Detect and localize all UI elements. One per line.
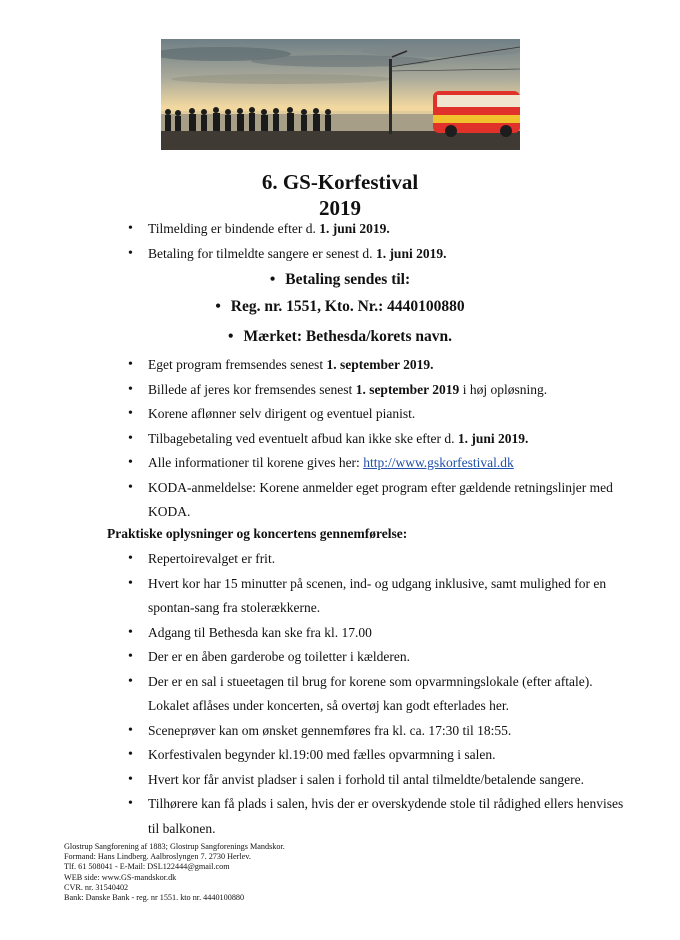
footer-line: Bank: Danske Bank - reg. nr 1551. kto nr. 4440100880 (64, 893, 245, 903)
list-item: • Der er en sal i stueetagen til brug for korene som opvarmningslokale (efter aftale). Lokalet aflåses under koncerten, så overtøj kan godt efterlades her. (128, 670, 628, 719)
list-item: • Der er en åben garderobe og toiletter i kælderen. (128, 645, 628, 670)
list-item: • Adgang til Bethesda kan ske fra kl. 17.00 (128, 621, 628, 646)
list-item: • Tilbagebetaling ved eventuelt afbud kan ikke ske efter d. 1. juni 2019. (128, 427, 628, 452)
footer-line: WEB side: www.GS-mandskor.dk (64, 872, 177, 882)
registration-list (128, 217, 658, 266)
footer-contact (64, 842, 285, 903)
choir-and-bus-photo (161, 39, 520, 150)
payment-marking: • Mærket: Bethesda/korets navn. (228, 328, 452, 345)
list-item: • Korfestivalen begynder kl.19:00 med fælles opvarmning i salen. (128, 743, 628, 768)
list-item: • Eget program fremsendes senest 1. september 2019. (128, 353, 628, 378)
list-item: • Tilmelding er bindende efter d. 1. juni 2019. (128, 217, 658, 242)
list-item: • Korene aflønner selv dirigent og eventuel pianist. (128, 402, 628, 427)
list-item: • Sceneprøver kan om ønsket gennemføres fra kl. ca. 17:30 til 18:55. (128, 719, 628, 744)
footer-line: Formand: Hans Lindberg. Aalbroslyngen 7. 2730 Herlev. (64, 852, 251, 862)
list-item: • KODA-anmeldelse: Korene anmelder eget program efter gældende retningslinjer med KODA. (128, 476, 628, 525)
header-photo (161, 39, 520, 150)
footer-line: CVR. nr. 31540402 (64, 882, 129, 892)
footer-line: Tlf. 61 508041 - E-Mail: DSL122444@gmail.com (64, 862, 230, 872)
list-item: • Tilhørere kan få plads i salen, hvis der er overskydende stole til rådighed ellers henvises til balkonen. (128, 792, 628, 841)
page-title: 6. GS-Korfestival (261, 170, 419, 194)
payment-account: • Reg. nr. 1551, Kto. Nr.: 4440100880 (215, 298, 465, 315)
list-item: • Hvert kor har 15 minutter på scenen, ind- og udgang inklusive, samt mulighed for en spontan-sang fra stolerækkerne. (128, 572, 628, 621)
section-heading: Praktiske oplysninger og koncertens gennemførelse: (107, 526, 408, 541)
footer-line: Glostrup Sangforening af 1883; Glostrup Sangforenings Mandskor. (64, 842, 285, 851)
festival-website-link[interactable]: http://www.gskorfestival.dk (363, 455, 514, 470)
practical-list (128, 547, 628, 841)
list-item: • Betaling for tilmeldte sangere er senest d. 1. juni 2019. (128, 242, 658, 267)
list-item: • Hvert kor får anvist pladser i salen i forhold til antal tilmeldte/betalende sangere. (128, 768, 628, 793)
page-title-year: 2019 (319, 196, 361, 220)
payment-heading: • Betaling sendes til: (269, 271, 411, 288)
list-item: • Billede af jeres kor fremsendes senest 1. september 2019 i høj opløsning. (128, 378, 628, 403)
info-list (128, 353, 628, 525)
list-item: • Alle informationer til korene gives her: http://www.gskorfestival.dk (128, 451, 628, 476)
list-item: • Repertoirevalget er frit. (128, 547, 628, 572)
